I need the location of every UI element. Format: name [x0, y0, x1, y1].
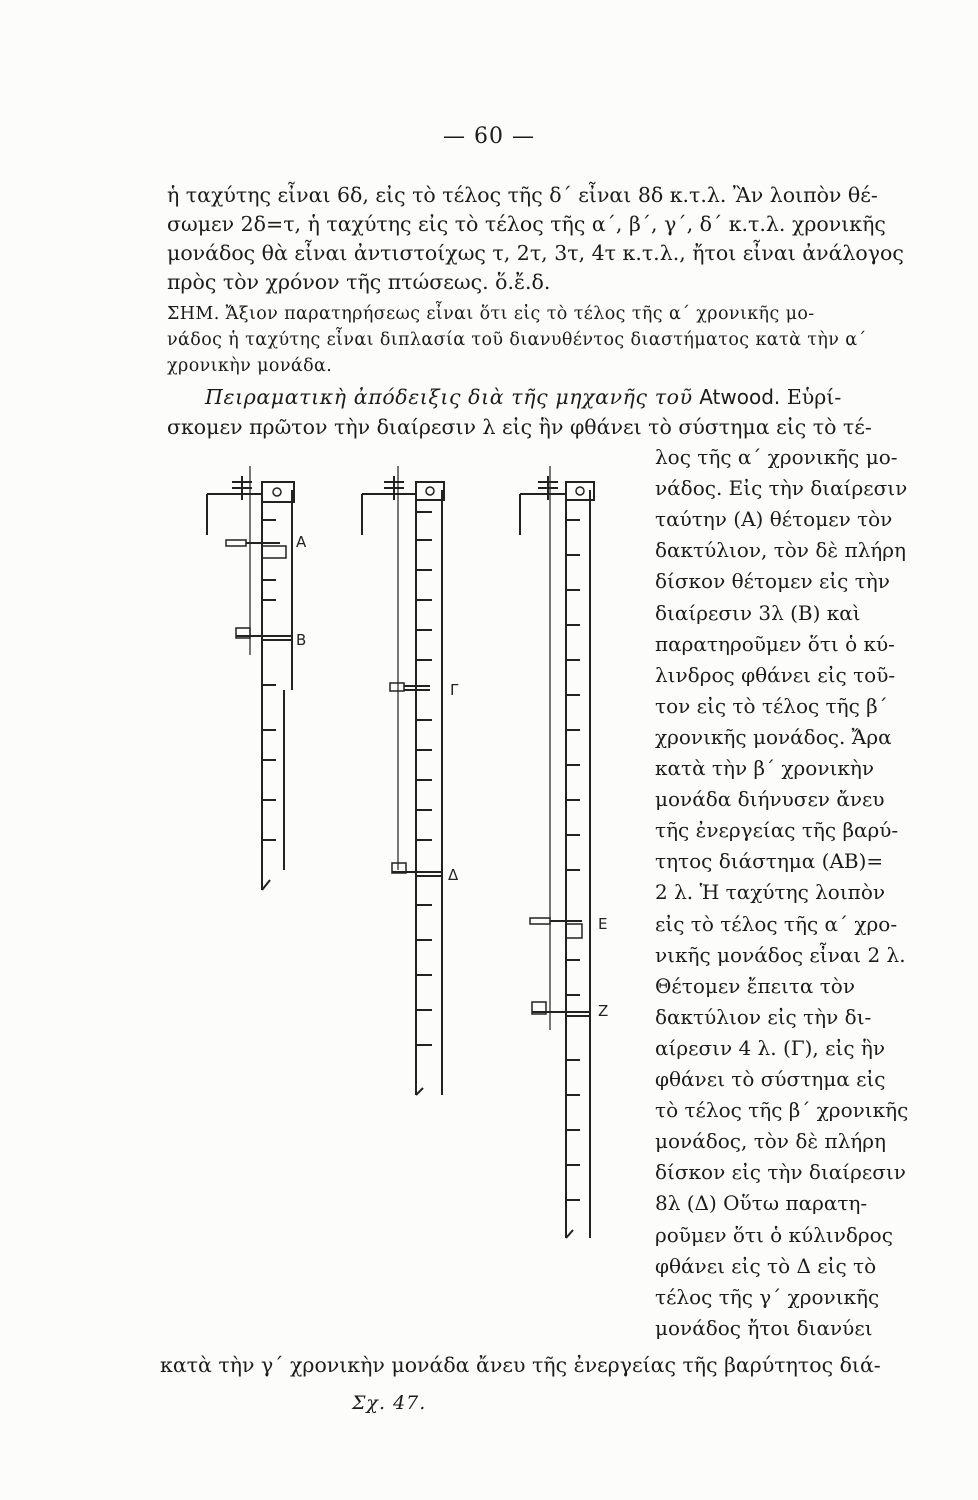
label-e: Ε — [598, 915, 608, 933]
right-column-line: ταύτην (Α) θέτομεν τὸν — [655, 507, 893, 532]
heading-rest: Εὑρί- — [786, 385, 842, 409]
right-column-line: φθάνει εἰς τὸ Δ εἰς τὸ — [655, 1253, 877, 1278]
right-column-line: χρονικῆς μονάδος. Ἄρα — [655, 724, 892, 749]
note-line-3: χρονικὴν μονάδα. — [167, 356, 333, 376]
right-column-line: λινδρος φθάνει εἰς τοῦ- — [655, 662, 896, 687]
right-column-line: δίσκον θέτομεν εἰς τὴν — [655, 569, 890, 594]
right-column-line: τῆς ἐνεργείας τῆς βαρύ- — [655, 818, 899, 843]
right-column-line: εἰς τὸ τέλος τῆς α΄ χρο- — [655, 911, 898, 936]
right-column-line: τητος διάστημα (ΑΒ)= — [655, 849, 884, 874]
right-column-line: μονάδος ἤτοι διανύει — [655, 1315, 873, 1340]
text-line-2: σωμεν 2δ=τ, ἡ ταχύτης εἰς τὸ τέλος τῆς α΄, β΄, γ΄, δ΄ κ.τ.λ. χρονικῆς — [167, 212, 886, 236]
label-b: Β — [296, 631, 307, 649]
right-column-line: παρατηροῦμεν ὅτι ὁ κύ- — [655, 631, 895, 656]
note-line-1: ΣΗΜ. Ἄξιον παρατηρήσεως εἶναι ὅτι εἰς τὸ τέλος τῆς α΄ χρονικῆς μο- — [167, 304, 815, 324]
right-column-line: μονάδος, τὸν δὲ πλήρη — [655, 1129, 886, 1154]
text-last-line: κατὰ τὴν γ΄ χρονικὴν μονάδα ἄνευ τῆς ἐνεργείας τῆς βαρύτητος διά- — [160, 1353, 881, 1377]
label-g: Γ — [450, 681, 459, 699]
page-number: — 60 — — [443, 124, 535, 149]
heading-name: Atwood. — [699, 385, 781, 409]
right-column-line: 2 λ. Ἡ ταχύτης λοιπὸν — [655, 880, 886, 905]
right-column-line: τον εἰς τὸ τέλος τῆς β΄ — [655, 693, 888, 718]
right-column-line: αίρεσιν 4 λ. (Γ), εἰς ἣν — [655, 1035, 886, 1060]
right-column-line: νικῆς μονάδος εἶναι 2 λ. — [655, 942, 906, 967]
right-column-line: φθάνει τὸ σύστημα εἰς — [655, 1067, 886, 1091]
right-column-line: λος τῆς α΄ χρονικῆς μο- — [655, 445, 898, 469]
label-a: Α — [296, 533, 307, 551]
text-line-3: μονάδος θὰ εἶναι ἀντιστοίχως τ, 2τ, 3τ, 4τ κ.τ.λ., ἤτοι εἶναι ἀνάλογος — [167, 241, 904, 265]
text-line-after-heading: σκομεν πρῶτον τὴν διαίρεσιν λ εἰς ἣν φθάνει τὸ σύστημα εἰς τὸ τέ- — [167, 415, 872, 439]
right-column-line: Θέτομεν ἔπειτα τὸν — [655, 973, 856, 998]
label-z: Ζ — [598, 1002, 609, 1020]
right-column-line: διαίρεσιν 3λ (Β) καὶ — [655, 600, 861, 625]
right-column-line: δίσκον εἰς τὴν διαίρεσιν — [655, 1160, 906, 1185]
right-column-line: τὸ τέλος τῆς β΄ χρονικῆς — [655, 1098, 909, 1123]
note-line-2: νάδος ἡ ταχύτης εἶναι διπλασία τοῦ διανυθέντος διαστήματος κατὰ τὴν α΄ — [167, 330, 867, 350]
right-column-line: τέλος τῆς γ΄ χρονικῆς — [655, 1284, 880, 1309]
heading-italic-text: Πειραματικὴ ἀπόδειξις διὰ τῆς μηχανῆς τοῦ — [205, 385, 693, 409]
right-column-line: δακτύλιον, τὸν δὲ πλήρη — [655, 538, 906, 563]
right-column-line: ροῦμεν ὅτι ὁ κύλινδρος — [655, 1222, 893, 1247]
right-column-line: δακτύλιον εἰς τὴν δι- — [655, 1004, 872, 1029]
text-line-1: ἡ ταχύτης εἶναι 6δ, εἰς τὸ τέλος τῆς δ΄ εἶναι 8δ κ.τ.λ. Ἂν λοιπὸν θέ- — [167, 183, 878, 207]
text-line-4: πρὸς τὸν χρόνον τῆς πτώσεως. ὅ.ἔ.δ. — [167, 270, 551, 294]
right-column-line: 8λ (Δ) Οὕτω παρατη- — [655, 1191, 868, 1216]
right-column-line: μονάδα διήνυσεν ἄνευ — [655, 787, 885, 812]
label-d: Δ — [448, 866, 459, 884]
figure-caption: Σχ. 47. — [352, 1392, 427, 1414]
right-column-line: κατὰ τὴν β΄ χρονικὴν — [655, 756, 874, 780]
right-column-line: νάδος. Εἰς τὴν διαίρεσιν — [655, 476, 908, 501]
